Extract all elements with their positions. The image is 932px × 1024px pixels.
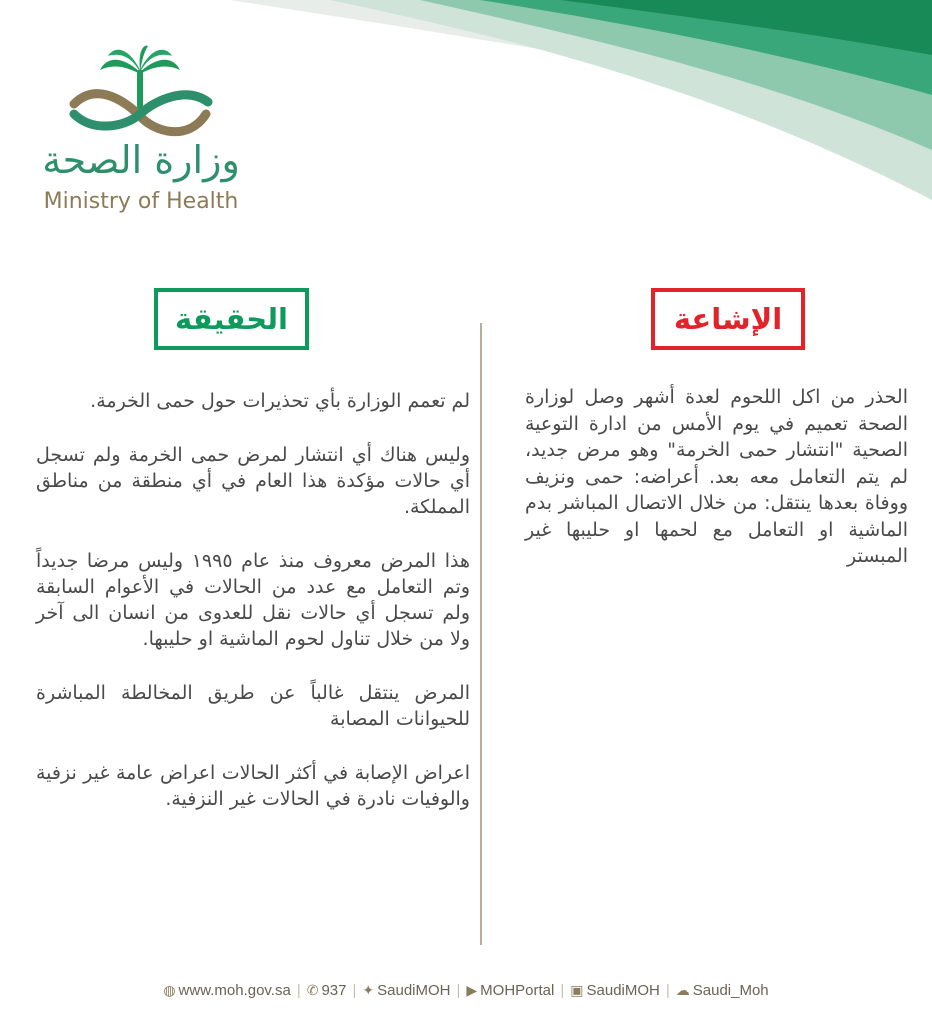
fact-paragraph: وليس هناك أي انتشار لمرض حمى الخرمة ولم تسجل أي حالات مؤكدة هذا العام في أي منطقة من مناطق المملكة.	[36, 444, 470, 518]
footer-contacts	[0, 975, 932, 1005]
rumor-column	[525, 384, 908, 598]
youtube-icon: ▶	[466, 981, 478, 998]
snapchat-icon: ☁	[675, 981, 690, 998]
footer-facebook[interactable]: ▣ SaudiMOH	[570, 981, 660, 999]
footer-snapchat[interactable]: ☁ Saudi_Moh	[675, 981, 769, 999]
phone-icon: ✆	[306, 981, 319, 998]
fact-paragraph: لم تعمم الوزارة بأي تحذيرات حول حمى الخرمة.	[90, 390, 470, 412]
palm-icon	[100, 46, 180, 118]
footer-separator: |	[296, 981, 301, 999]
twitter-icon: ✦	[362, 981, 375, 998]
fact-label: الحقيقة	[154, 288, 309, 350]
footer-separator: |	[352, 981, 357, 999]
footer-twitter[interactable]: ✦ SaudiMOH	[362, 981, 451, 999]
rumor-label: الإشاعة	[651, 288, 805, 350]
facebook-icon: ▣	[570, 981, 584, 998]
ministry-name-english: Ministry of Health	[43, 189, 239, 214]
globe-icon: ◍	[163, 981, 176, 998]
fact-column	[36, 388, 470, 840]
rumor-text: الحذر من اكل اللحوم لعدة أشهر وصل لوزارة الصحة تعميم في يوم الأمس من ادارة التوعية الصحية "انتشار حمى الخرمة" وهو مرض جديد، لم يتم التعامل معه بعد. أعراضه: حمى ونزيف ووفاة بعدها ينتقل: من خلال الاتصال المباشر بدم الماشية او التعامل مع لحمها او حليبها غير المبستر	[525, 386, 908, 567]
footer-website[interactable]: ◍ www.moh.gov.sa	[163, 981, 291, 999]
fact-paragraph: المرض ينتقل غالباً عن طريق المخالطة المباشرة للحيوانات المصابة	[36, 682, 470, 730]
footer-youtube[interactable]: ▶ MOHPortal	[466, 981, 555, 999]
footer-separator: |	[456, 981, 461, 999]
fact-paragraph: اعراض الإصابة في أكثر الحالات اعراض عامة غير نزفية والوفيات نادرة في الحالات غير النزفية.	[36, 762, 470, 810]
footer-separator: |	[560, 981, 565, 999]
column-divider	[480, 323, 482, 945]
footer-separator: |	[665, 981, 670, 999]
ministry-name-arabic: وزارة الصحة	[42, 138, 240, 182]
footer-phone[interactable]: ✆ 937	[306, 981, 347, 999]
fact-paragraph: هذا المرض معروف منذ عام ١٩٩٥ وليس مرضا جديداً وتم التعامل مع عدد من الحالات في الأعوام السابقة ولم تسجل أي حالات نقل للعدوى من انسان الى آخر ولا من خلال تناول لحوم الماشية او حليبها.	[36, 550, 470, 650]
